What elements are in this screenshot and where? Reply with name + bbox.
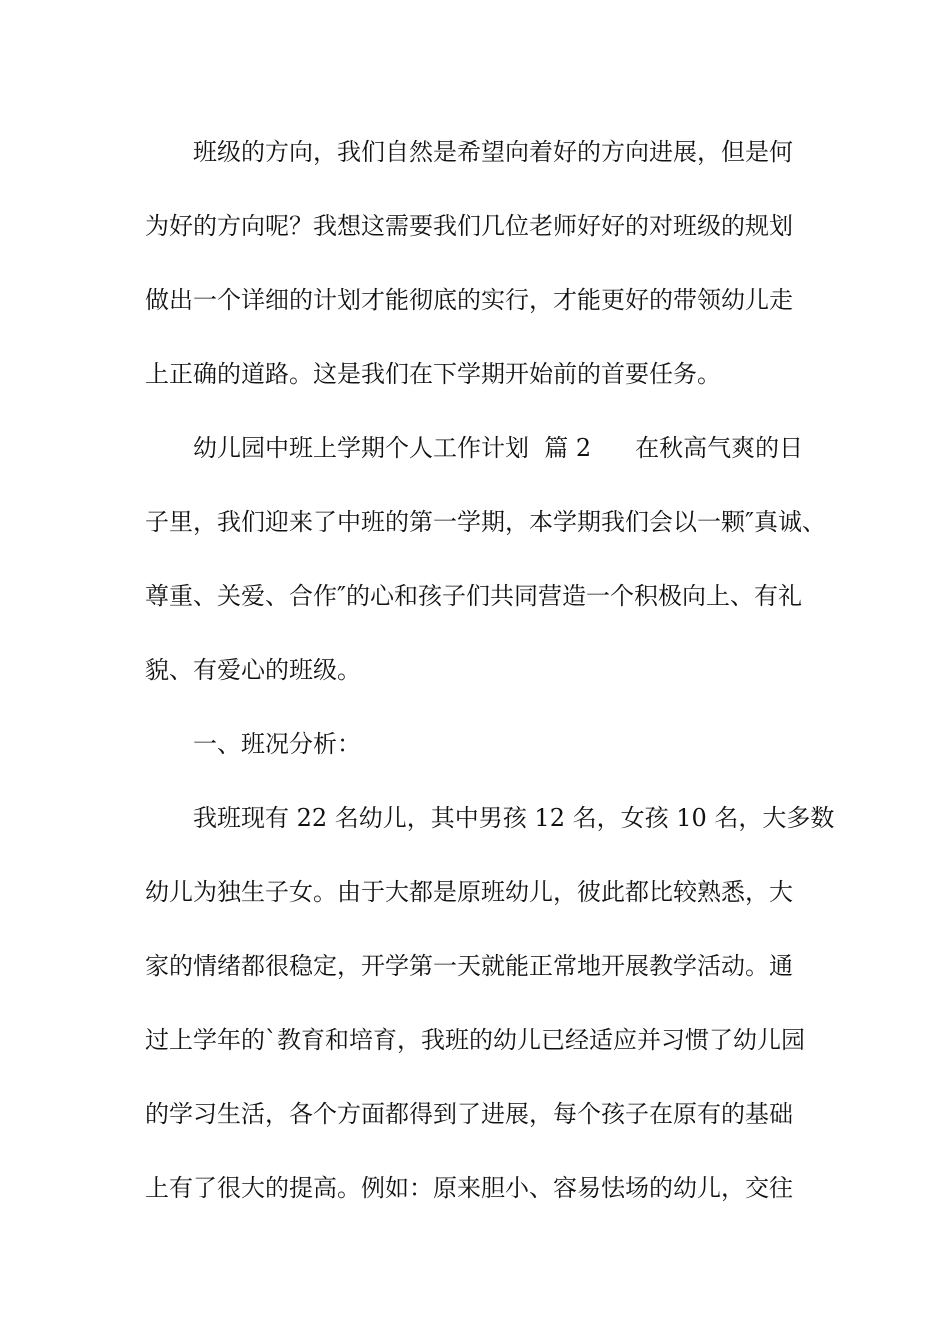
paragraph-line: 在秋高气爽的日 <box>635 434 804 462</box>
paragraph-line: 上正确的道路。这是我们在下学期开始前的首要任务。 <box>145 360 721 388</box>
section-heading: 幼儿园中班上学期个人工作计划 篇 2 <box>193 434 592 462</box>
paragraph-line: 为好的方向呢？我想这需要我们几位老师好好的对班级的规划 <box>145 212 793 240</box>
paragraph-line: 上有了很大的提高。例如：原来胆小、容易怯场的幼儿，交往 <box>145 1174 793 1202</box>
paragraph-line: 尊重、关爱、合作″的心和孩子们共同营造一个积极向上、有礼 <box>145 582 802 610</box>
paragraph-line: 子里，我们迎来了中班的第一学期，本学期我们会以一颗″真诚、 <box>145 508 826 536</box>
paragraph-line: 家的情绪都很稳定，开学第一天就能正常地开展教学活动。通 <box>145 952 793 980</box>
paragraph-line: 的学习生活，各个方面都得到了进展，每个孩子在原有的基础 <box>145 1100 793 1128</box>
paragraph-line: 做出一个详细的计划才能彻底的实行，才能更好的带领幼儿走 <box>145 286 793 314</box>
paragraph-line: 班级的方向，我们自然是希望向着好的方向进展，但是何 <box>193 138 793 166</box>
paragraph-line: 过上学年的`教育和培育，我班的幼儿已经适应并习惯了幼儿园 <box>145 1026 805 1054</box>
paragraph-line: 我班现有 22 名幼儿，其中男孩 12 名，女孩 10 名，大多数 <box>193 804 835 832</box>
paragraph-line: 貌、有爱心的班级。 <box>145 656 361 684</box>
section-title: 一、班况分析： <box>193 730 361 758</box>
section-heading-line <box>193 433 803 463</box>
paragraph-line: 幼儿为独生子女。由于大都是原班幼儿，彼此都比较熟悉，大 <box>145 878 793 906</box>
